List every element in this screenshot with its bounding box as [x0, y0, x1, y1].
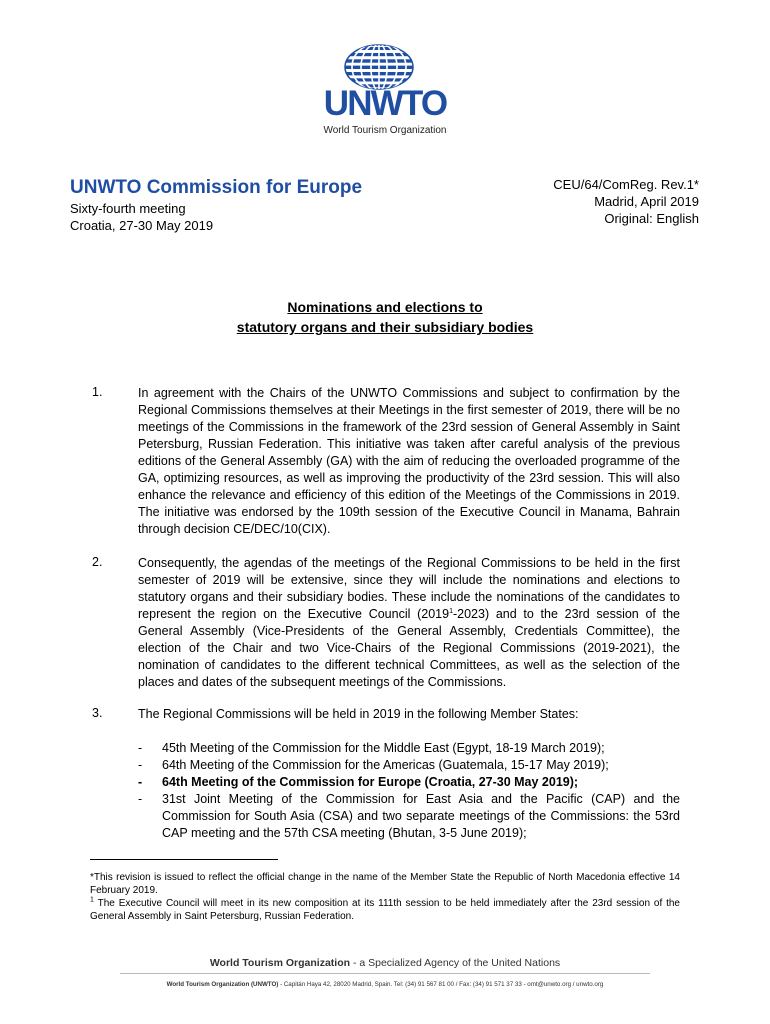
- footer-divider: [120, 973, 650, 974]
- footer-address-org: World Tourism Organization (UNWTO): [166, 981, 279, 988]
- list-item-text: 64th Meeting of the Commission for the Americas (Guatemala, 15-17 May 2019);: [162, 758, 609, 772]
- footer-tagline-text: - a Specialized Agency of the United Nations: [350, 957, 561, 969]
- footnote-marker: 1: [90, 896, 94, 904]
- footnote-text: The Executive Council will meet in its new composition at its 111th session to be held immediately after the 23rd session of the General Assembly in Saint Petersburg, Russian Federation.: [90, 898, 680, 922]
- paragraph-text: [138, 555, 680, 691]
- commission-title: UNWTO Commission for Europe: [70, 177, 363, 198]
- meeting-place-date: Croatia, 27-30 May 2019: [70, 218, 214, 233]
- list-dash: -: [138, 792, 143, 806]
- logo-wordmark: UNWTO: [323, 84, 447, 123]
- document-title: [0, 297, 770, 337]
- paragraph-number: 1.: [92, 385, 103, 399]
- document-title-line-1: Nominations and elections to: [287, 299, 483, 315]
- paragraph-number: 2.: [92, 555, 103, 569]
- footer-address: [0, 981, 770, 988]
- paragraph-text-part: Consequently, the agendas of the meetings of the Regional Commissions to be held in the first semester of 2019 will be extensive, since they will include the nominations and elections to statutory organs and their subsidiary bodies. These include the nominations of the candidates to represent the region on the Executive Council (2019: [138, 556, 680, 621]
- list-item: [138, 740, 680, 757]
- footnote-revision: *This revision is issued to reflect the official change in the name of the Member State the Republic of North Macedonia effective 14 February 2019.: [90, 872, 680, 896]
- list-item: [138, 774, 680, 791]
- list-dash: -: [138, 741, 143, 755]
- list-dash: -: [138, 758, 143, 772]
- footnote-divider: [90, 859, 278, 860]
- list-item: [138, 791, 680, 842]
- paragraph-text: The Regional Commissions will be held in 2019 in the following Member States:: [138, 707, 579, 721]
- paragraph-text-part: -2023) and to the 23rd session of the General Assembly (Vice-Presidents of the General Assembly, Credentials Committee), the election of the Chair and two Vice-Chairs of the Regional Commissions (2019-2021), the nomination of candidates to the different technical Committees, as well as the selection of the places and dates of the subsequent meetings of the Commissions.: [138, 607, 680, 689]
- document-title-line-2: statutory organs and their subsidiary bodies: [236, 319, 534, 335]
- paragraph-number: 3.: [92, 706, 103, 720]
- footnote-1: [90, 897, 680, 923]
- footer-org: World Tourism Organization: [209, 957, 351, 969]
- paragraph-text: In agreement with the Chairs of the UNWTO Commissions and subject to confirmation by the Regional Commissions themselves at their Meetings in the first semester of 2019, there will be no meetings of the Commissions in the framework of the 23rd session of General Assembly in Saint Petersburg, Russian Federation. This initiative was taken after careful analysis of the previous editions of the General Assembly (GA) with the aim of reducing the overloaded programme of the GA, optimizing resources, as well as improving the productivity of the 23rd session. This will also enhance the relevance and efficiency of this edition of the Meetings of the Commissions in 2019. The initiative was endorsed by the 109th session of the Executive Council in Manama, Bahrain through decision CE/DEC/10(CIX).: [138, 386, 680, 536]
- footnote-reference[interactable]: 1: [449, 607, 453, 615]
- footer-tagline: [0, 957, 770, 969]
- logo-subtitle: World Tourism Organization: [323, 125, 447, 136]
- reference-block: [553, 176, 699, 227]
- document-reference: CEU/64/ComReg. Rev.1*: [553, 177, 699, 192]
- list-item-text: 31st Joint Meeting of the Commission for East Asia and the Pacific (CAP) and the Commission for South Asia (CSA) and two separate meetings of the Commissions: the 53rd CAP meeting and the 57th CSA meeting (Bhutan, 3-5 June 2019);: [162, 792, 680, 840]
- footer-address-text: - Capitán Haya 42, 28020 Madrid, Spain. Tel: (34) 91 567 81 00 / Fax: (34) 91 571 37 33 - omt@unwto.org / unwto.org: [278, 981, 604, 988]
- list-item-text: 64th Meeting of the Commission for Europe (Croatia, 27-30 May 2019);: [162, 775, 579, 789]
- list-item: [138, 757, 680, 774]
- original-language: Original: English: [604, 211, 699, 226]
- list-item-text: 45th Meeting of the Commission for the Middle East (Egypt, 18-19 March 2019);: [162, 741, 605, 755]
- issue-place-date: Madrid, April 2019: [594, 194, 699, 209]
- member-states-list: [138, 740, 680, 842]
- meeting-number: Sixty-fourth meeting: [70, 201, 186, 216]
- list-dash: -: [138, 775, 143, 789]
